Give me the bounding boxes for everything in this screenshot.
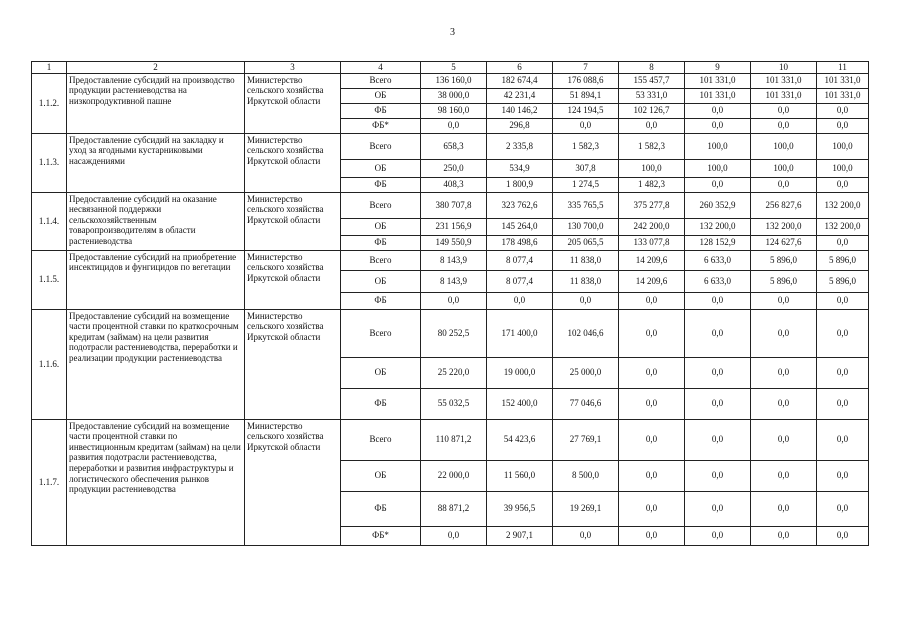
funding-value: 176 088,6 [553, 73, 619, 88]
funding-value: 101 331,0 [817, 73, 869, 88]
funding-value: 133 077,8 [619, 235, 685, 250]
funding-value: 0,0 [619, 419, 685, 460]
funding-value: 100,0 [751, 133, 817, 159]
funding-value: 0,0 [685, 118, 751, 133]
funding-value: 0,0 [751, 491, 817, 526]
funding-value: 0,0 [619, 357, 685, 388]
funding-source: ОБ [341, 88, 421, 103]
funding-value: 19 000,0 [487, 357, 553, 388]
header-cell: 4 [341, 62, 421, 74]
header-cell: 2 [67, 62, 245, 74]
funding-source: Всего [341, 419, 421, 460]
funding-value: 51 894,1 [553, 88, 619, 103]
funding-value: 0,0 [685, 357, 751, 388]
funding-value: 534,9 [487, 159, 553, 177]
funding-source: ОБ [341, 460, 421, 491]
funding-value: 0,0 [685, 526, 751, 545]
funding-source: Всего [341, 73, 421, 88]
funding-value: 25 220,0 [421, 357, 487, 388]
funding-value: 101 331,0 [685, 73, 751, 88]
funding-value: 0,0 [685, 388, 751, 419]
funding-value: 152 400,0 [487, 388, 553, 419]
funding-value: 1 274,5 [553, 177, 619, 192]
funding-value: 39 956,5 [487, 491, 553, 526]
funding-value: 0,0 [817, 292, 869, 309]
funding-value: 54 423,6 [487, 419, 553, 460]
funding-source: ФБ* [341, 118, 421, 133]
funding-value: 380 707,8 [421, 192, 487, 218]
table-row [32, 419, 869, 460]
funding-value: 0,0 [685, 460, 751, 491]
funding-value: 19 269,1 [553, 491, 619, 526]
funding-value: 0,0 [817, 357, 869, 388]
funding-value: 22 000,0 [421, 460, 487, 491]
funding-value: 100,0 [817, 159, 869, 177]
header-cell: 8 [619, 62, 685, 74]
funding-value: 296,8 [487, 118, 553, 133]
header-cell: 11 [817, 62, 869, 74]
funding-value: 323 762,6 [487, 192, 553, 218]
funding-value: 182 674,4 [487, 73, 553, 88]
table-row [32, 309, 869, 357]
funding-value: 408,3 [421, 177, 487, 192]
funding-source: ФБ [341, 235, 421, 250]
funding-value: 101 331,0 [751, 88, 817, 103]
funding-value: 0,0 [817, 103, 869, 118]
funding-value: 132 200,0 [685, 218, 751, 235]
header-cell: 7 [553, 62, 619, 74]
funding-value: 0,0 [685, 309, 751, 357]
header-cell: 6 [487, 62, 553, 74]
funding-value: 132 200,0 [817, 218, 869, 235]
item-executor: Министерство сельского хозяйства Иркутской области [245, 133, 341, 192]
funding-value: 205 065,5 [553, 235, 619, 250]
funding-value: 100,0 [817, 133, 869, 159]
funding-value: 11 838,0 [553, 270, 619, 292]
funding-value: 2 907,1 [487, 526, 553, 545]
funding-value: 0,0 [751, 357, 817, 388]
funding-value: 260 352,9 [685, 192, 751, 218]
funding-value: 2 335,8 [487, 133, 553, 159]
funding-value: 155 457,7 [619, 73, 685, 88]
funding-value: 140 146,2 [487, 103, 553, 118]
table-row [32, 133, 869, 159]
item-executor: Министерство сельского хозяйства Иркутской области [245, 192, 341, 250]
funding-value: 130 700,0 [553, 218, 619, 235]
funding-value: 0,0 [685, 419, 751, 460]
funding-source: ФБ [341, 177, 421, 192]
funding-value: 0,0 [421, 292, 487, 309]
funding-value: 0,0 [751, 460, 817, 491]
funding-value: 8 077,4 [487, 270, 553, 292]
item-name: Предоставление субсидий на оказание несвязанной поддержки сельскохозяйственным товаропроизводителям в области растениеводства [67, 192, 245, 250]
funding-source: ФБ [341, 292, 421, 309]
funding-value: 0,0 [619, 526, 685, 545]
funding-value: 0,0 [751, 292, 817, 309]
funding-value: 250,0 [421, 159, 487, 177]
funding-source: ОБ [341, 270, 421, 292]
funding-value: 0,0 [817, 491, 869, 526]
funding-source: Всего [341, 250, 421, 270]
funding-value: 178 498,6 [487, 235, 553, 250]
funding-value: 42 231,4 [487, 88, 553, 103]
funding-value: 8 143,9 [421, 270, 487, 292]
funding-value: 0,0 [487, 292, 553, 309]
funding-value: 132 200,0 [751, 218, 817, 235]
funding-value: 256 827,6 [751, 192, 817, 218]
funding-value: 0,0 [685, 103, 751, 118]
header-cell: 5 [421, 62, 487, 74]
funding-value: 0,0 [751, 177, 817, 192]
funding-value: 8 077,4 [487, 250, 553, 270]
funding-value: 132 200,0 [817, 192, 869, 218]
funding-value: 98 160,0 [421, 103, 487, 118]
funding-value: 658,3 [421, 133, 487, 159]
funding-value: 307,8 [553, 159, 619, 177]
funding-value: 0,0 [817, 118, 869, 133]
funding-value: 100,0 [685, 133, 751, 159]
funding-value: 0,0 [817, 526, 869, 545]
funding-value: 55 032,5 [421, 388, 487, 419]
funding-value: 0,0 [817, 388, 869, 419]
header-cell: 1 [32, 62, 67, 74]
header-cell: 3 [245, 62, 341, 74]
program-budget-table [31, 61, 869, 546]
funding-value: 1 482,3 [619, 177, 685, 192]
item-executor: Министерство сельского хозяйства Иркутской области [245, 419, 341, 545]
funding-value: 0,0 [817, 177, 869, 192]
funding-value: 145 264,0 [487, 218, 553, 235]
item-executor: Министерство сельского хозяйства Иркутской области [245, 250, 341, 309]
item-name: Предоставление субсидий на закладку и уход за ягодными кустарниковыми насаждениями [67, 133, 245, 192]
funding-value: 0,0 [553, 526, 619, 545]
table-row [32, 73, 869, 88]
item-number: 1.1.3. [32, 133, 67, 192]
funding-value: 14 209,6 [619, 270, 685, 292]
funding-value: 0,0 [751, 526, 817, 545]
funding-value: 136 160,0 [421, 73, 487, 88]
funding-value: 128 152,9 [685, 235, 751, 250]
funding-source: ОБ [341, 357, 421, 388]
table-row [32, 250, 869, 270]
funding-value: 101 331,0 [685, 88, 751, 103]
item-number: 1.1.7. [32, 419, 67, 545]
funding-value: 27 769,1 [553, 419, 619, 460]
funding-value: 0,0 [619, 491, 685, 526]
item-name: Предоставление субсидий на приобретение инсектицидов и фунгицидов по вегетации [67, 250, 245, 309]
funding-source: Всего [341, 133, 421, 159]
funding-value: 5 896,0 [751, 270, 817, 292]
item-name: Предоставление субсидий на производство продукции растениеводства на низкопродуктивной пашне [67, 73, 245, 133]
funding-value: 8 500,0 [553, 460, 619, 491]
funding-value: 77 046,6 [553, 388, 619, 419]
funding-value: 0,0 [817, 419, 869, 460]
funding-value: 0,0 [553, 292, 619, 309]
funding-value: 231 156,9 [421, 218, 487, 235]
funding-value: 6 633,0 [685, 250, 751, 270]
table-row [32, 192, 869, 218]
funding-value: 0,0 [751, 309, 817, 357]
funding-value: 1 582,3 [619, 133, 685, 159]
funding-value: 101 331,0 [817, 88, 869, 103]
funding-value: 124 194,5 [553, 103, 619, 118]
funding-value: 8 143,9 [421, 250, 487, 270]
funding-value: 0,0 [619, 118, 685, 133]
funding-source: ФБ* [341, 526, 421, 545]
item-name: Предоставление субсидий на возмещение части процентной ставки по инвестиционным кредитам (займам) на цели развития подотрасли растениеводства, переработки и развития инфраструктуры и логистического обеспечения рынков продукции растениеводства [67, 419, 245, 545]
funding-value: 0,0 [421, 526, 487, 545]
funding-value: 88 871,2 [421, 491, 487, 526]
funding-value: 80 252,5 [421, 309, 487, 357]
funding-value: 0,0 [751, 118, 817, 133]
funding-value: 11 838,0 [553, 250, 619, 270]
table-header-row [32, 62, 869, 74]
funding-value: 100,0 [751, 159, 817, 177]
funding-value: 5 896,0 [817, 250, 869, 270]
funding-value: 375 277,8 [619, 192, 685, 218]
funding-value: 1 800,9 [487, 177, 553, 192]
funding-value: 5 896,0 [817, 270, 869, 292]
funding-value: 0,0 [619, 292, 685, 309]
funding-value: 0,0 [751, 419, 817, 460]
item-number: 1.1.2. [32, 73, 67, 133]
funding-value: 0,0 [619, 388, 685, 419]
item-number: 1.1.4. [32, 192, 67, 250]
header-cell: 10 [751, 62, 817, 74]
funding-value: 0,0 [553, 118, 619, 133]
item-name: Предоставление субсидий на возмещение части процентной ставки по краткосрочным кредитам (займам) на цели развития подотрасли растениеводства, переработки и реализации продукции растениеводства [67, 309, 245, 419]
funding-value: 0,0 [817, 460, 869, 491]
funding-source: Всего [341, 192, 421, 218]
funding-value: 0,0 [421, 118, 487, 133]
funding-value: 102 046,6 [553, 309, 619, 357]
funding-value: 25 000,0 [553, 357, 619, 388]
funding-value: 242 200,0 [619, 218, 685, 235]
funding-value: 14 209,6 [619, 250, 685, 270]
item-executor: Министерство сельского хозяйства Иркутской области [245, 309, 341, 419]
funding-source: ОБ [341, 159, 421, 177]
funding-value: 0,0 [751, 103, 817, 118]
funding-source: ФБ [341, 103, 421, 118]
funding-value: 0,0 [619, 309, 685, 357]
item-number: 1.1.6. [32, 309, 67, 419]
funding-source: ФБ [341, 491, 421, 526]
funding-value: 0,0 [817, 235, 869, 250]
page-number: 3 [450, 27, 455, 38]
funding-value: 1 582,3 [553, 133, 619, 159]
funding-value: 0,0 [817, 309, 869, 357]
funding-value: 0,0 [685, 177, 751, 192]
funding-value: 0,0 [685, 292, 751, 309]
funding-value: 11 560,0 [487, 460, 553, 491]
funding-value: 0,0 [751, 388, 817, 419]
funding-value: 101 331,0 [751, 73, 817, 88]
funding-value: 5 896,0 [751, 250, 817, 270]
funding-value: 110 871,2 [421, 419, 487, 460]
funding-value: 38 000,0 [421, 88, 487, 103]
funding-value: 124 627,6 [751, 235, 817, 250]
funding-value: 0,0 [685, 491, 751, 526]
funding-source: ОБ [341, 218, 421, 235]
funding-value: 335 765,5 [553, 192, 619, 218]
header-cell: 9 [685, 62, 751, 74]
funding-source: ФБ [341, 388, 421, 419]
funding-value: 6 633,0 [685, 270, 751, 292]
funding-value: 100,0 [685, 159, 751, 177]
funding-value: 149 550,9 [421, 235, 487, 250]
funding-value: 53 331,0 [619, 88, 685, 103]
funding-value: 100,0 [619, 159, 685, 177]
funding-value: 0,0 [619, 460, 685, 491]
funding-source: Всего [341, 309, 421, 357]
item-number: 1.1.5. [32, 250, 67, 309]
funding-value: 171 400,0 [487, 309, 553, 357]
funding-value: 102 126,7 [619, 103, 685, 118]
item-executor: Министерство сельского хозяйства Иркутской области [245, 73, 341, 133]
